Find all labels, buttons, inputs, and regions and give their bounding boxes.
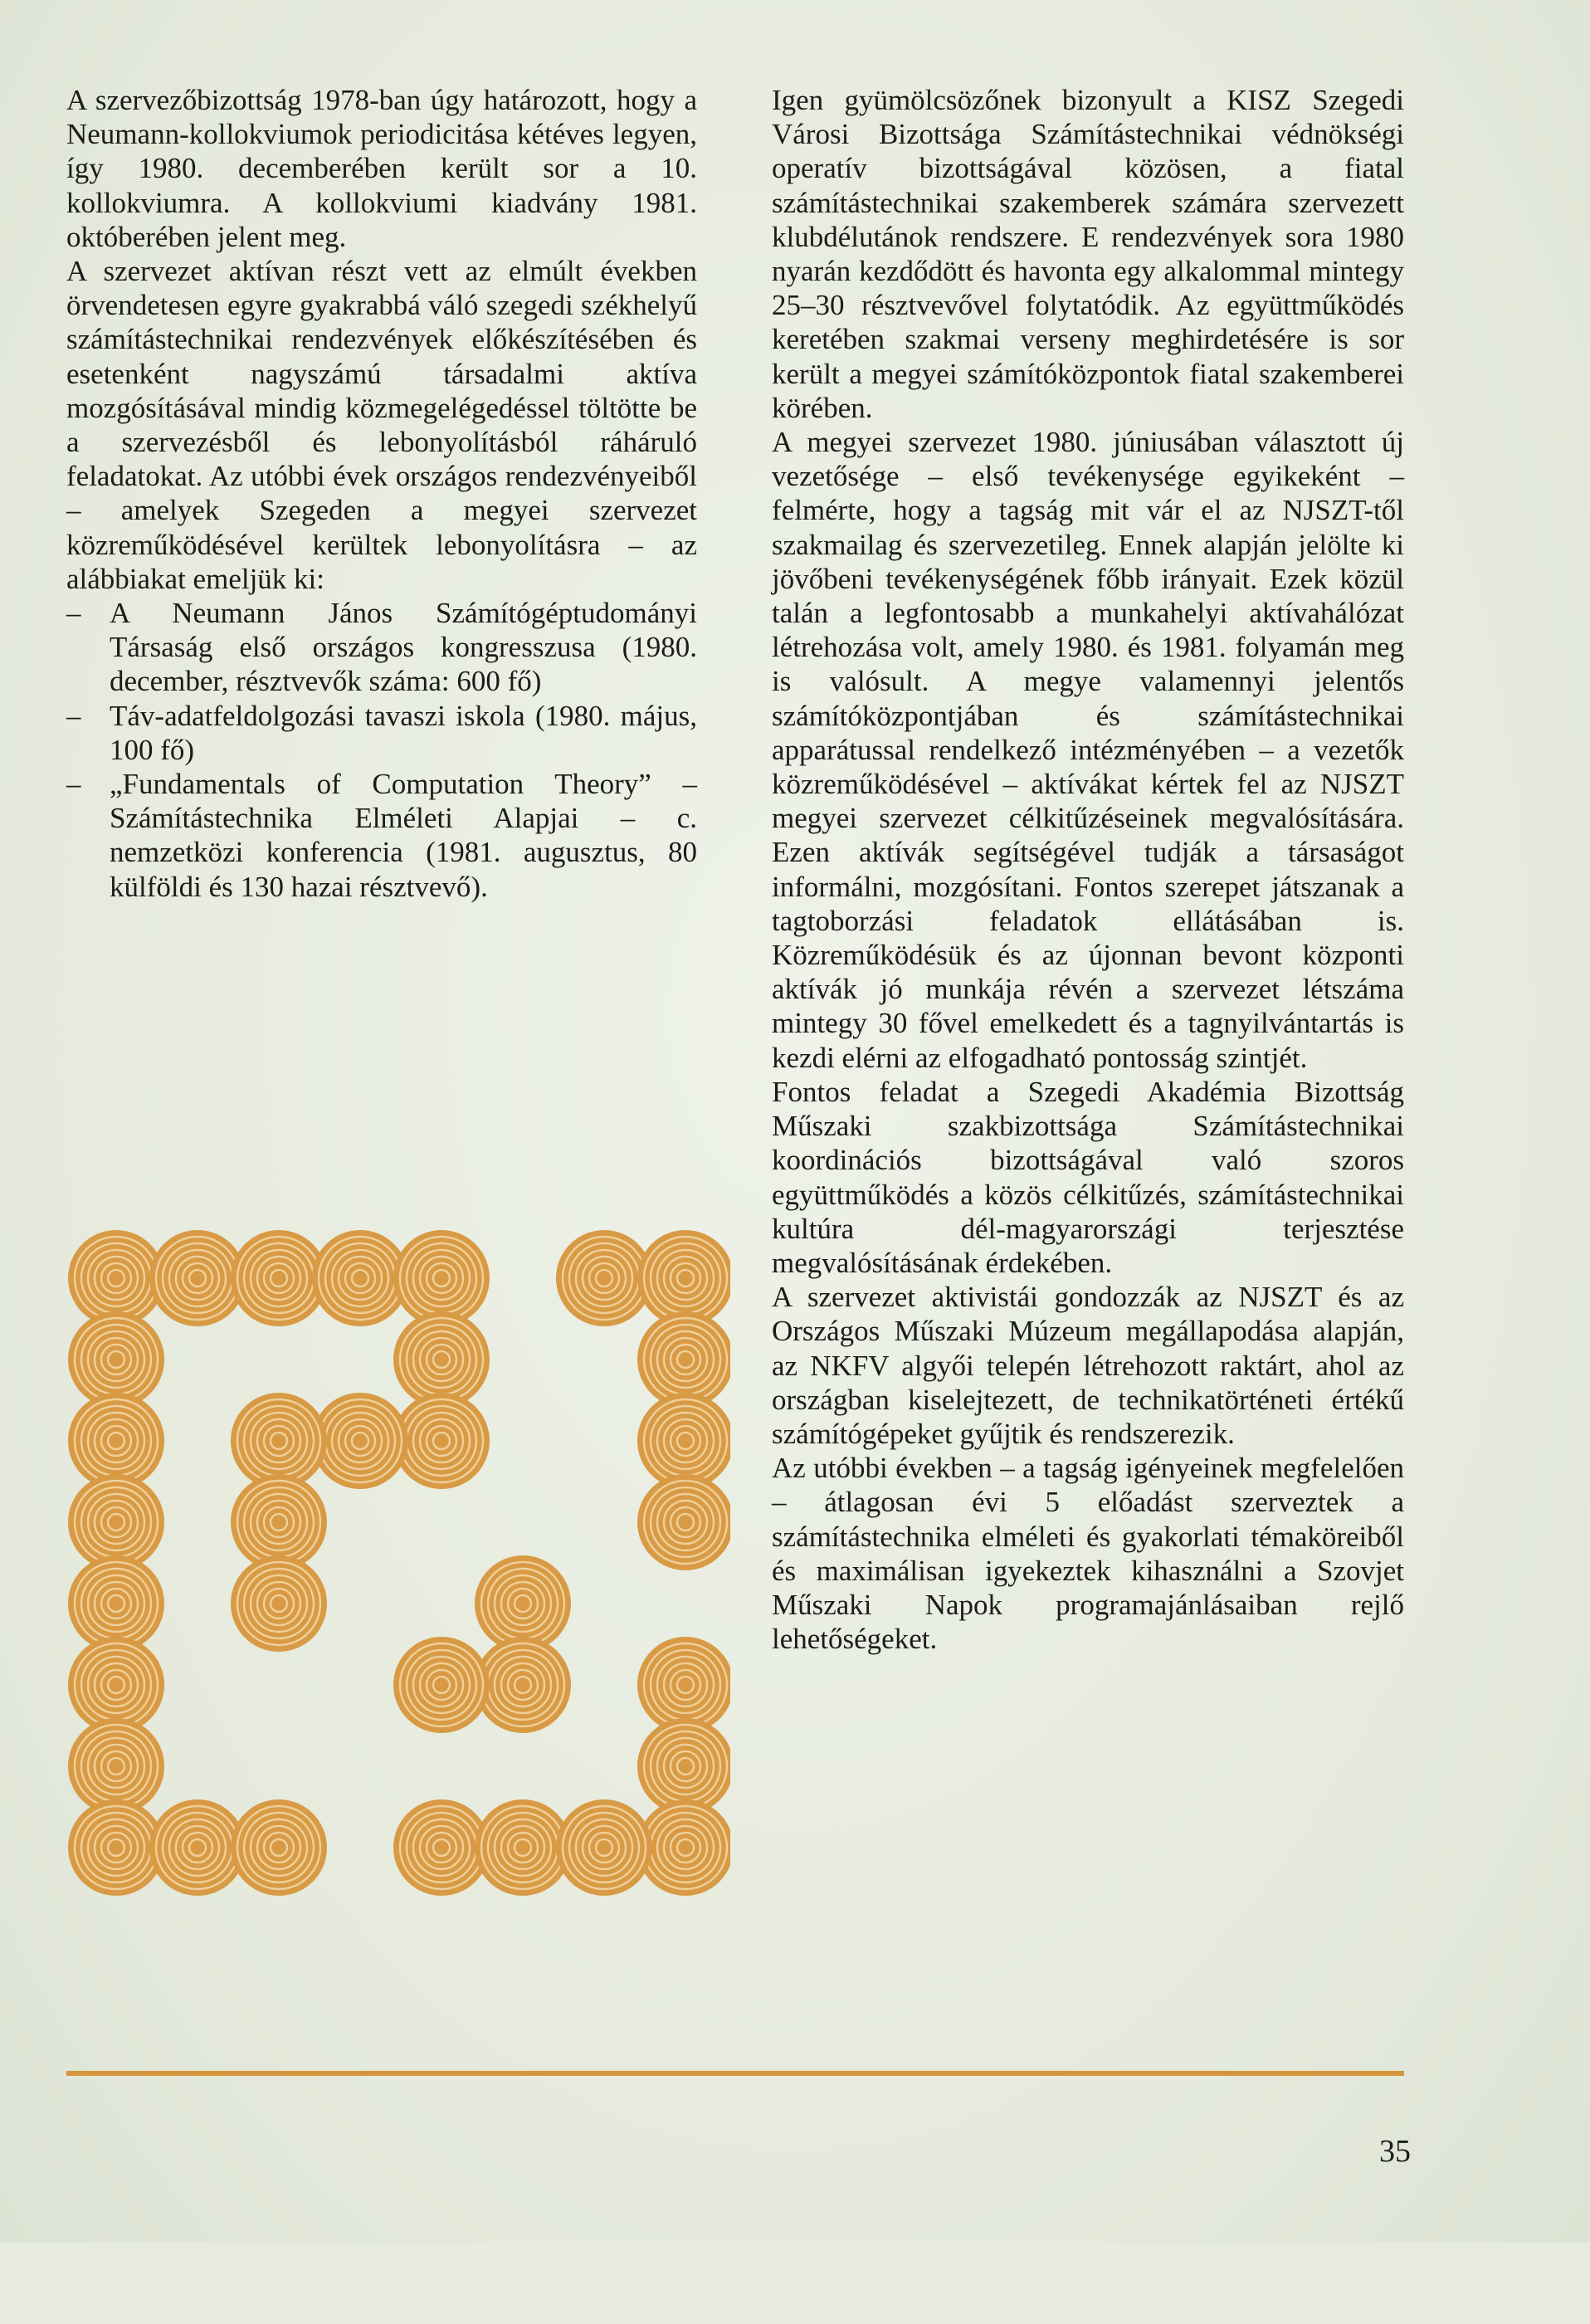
left-column (66, 83, 697, 904)
list-item: – Táv-adatfeldolgozási tavaszi iskola (1980. május, 100 fő) (66, 699, 697, 767)
right-column (772, 83, 1404, 1656)
right-paragraph-4: A szervezet aktivistái gondozzák az NJSZT és az Országos Műszaki Múzeum megállapodása alapján, az NKFV algyői telepén létrehozott raktárt, ahol az országban kiselejtezett, de technikatörténeti értékű számítógépeket gyűjtik és rendszerezik. (772, 1281, 1404, 1450)
left-paragraph-2: A szervezet aktívan részt vett az elmúlt években örvendetesen egyre gyakrabbá váló szegedi székhelyű számítástechnikai rendezvények előkészítésében és esetenként nagyszámú társadalmi aktíva mozgósításával mindig közmegelégedéssel töltötte be a szervezésből és lebonyolításból ráháruló feladatokat. Az utóbbi évek országos rendezvényeiből – amelyek Szegeden a megyei szervezet közreműködésével kerültek lebonyolításra – az alábbiakat emeljük ki: (66, 255, 697, 595)
ornament-graphic (58, 1228, 730, 2324)
right-paragraph-1: Igen gyümölcsözőnek bizonyult a KISZ Szegedi Városi Bizottsága Számítástechnikai védnökségi operatív bizottságával közösen, a fiatal számítástechnikai szakemberek számára szervezett klubdélutánok rendszere. E rendezvények sora 1980 nyarán kezdődött és havonta egy alkalommal mintegy 25–30 résztvevővel folytatódik. Az együttműködés keretében szakmai verseny meghirdetésére is sor került a megyei számítóközpontok fiatal szakemberei körében. (772, 84, 1404, 424)
footer-rule (66, 2071, 1404, 2076)
ornament-disc (637, 1474, 730, 1570)
left-paragraph-1: A szervezőbizottság 1978-ban úgy határozott, hogy a Neumann-kollokviumok periodicitása kétéves legyen, így 1980. decemberében került sor a 10. kollokviumra. A kollokviumi kiadvány 1981. októberében jelent meg. (66, 84, 697, 253)
right-paragraph-2: A megyei szervezet 1980. júniusában választott új vezetősége – első tevékenysége egyikeként – felmérte, hogy a tagság mit vár el az NJSZT-től szakmailag és szervezetileg. Ennek alapján jelölte ki jövőbeni tevékenységének főbb irányait. Ezek közül talán a legfontosabb a munkahelyi aktívahálózat létrehozása volt, amely 1980. és 1981. folyamán meg is valósult. A megye valamennyi jelentős számítóközpontjában és számítástechnikai apparátussal rendelkező intézményében – a vezetők közreműködésével – aktívákat kértek fel az NJSZT megyei szervezet célkitűzéseinek megvalósítására. Ezen aktívák segítségével tudják a társaságot informálni, mozgósítani. Fontos szerepet játszanak a tagtoborzási feladatok ellátásában is. Közreműködésük és az újonnan bevont központi aktívák jó munkája révén a szervezet létszáma mintegy 30 fővel emelkedett és a tagnyilvántartás is kezdi elérni az elfogadható pontosság szintjét. (772, 426, 1404, 1074)
ornament-disc (393, 1637, 490, 1733)
list-item: – A Neumann János Számítógéptudományi Társaság első országos kongresszusa (1980. december, résztvevők száma: 600 fő) (66, 596, 697, 699)
events-list (66, 596, 697, 904)
ornament-disc (231, 1799, 327, 1896)
ornament-discs (68, 1230, 730, 1896)
right-paragraph-3: Fontos feladat a Szegedi Akadémia Bizottság Műszaki szakbizottsága Számítástechnikai koordinációs bizottságával való szoros együttműködés a közös célkitűzés, számítástechnikai kultúra dél-magyarországi terjesztése megvalósításának érdekében. (772, 1075, 1404, 1279)
ornament-disc (231, 1555, 327, 1652)
right-paragraph-5: Az utóbbi években – a tagság igényeinek megfelelően – átlagosan évi 5 előadást szerveztek a számítástechnika elméleti és gyakorlati témaköreiből és maximálisan igyekeztek kihasználni a Szovjet Műszaki Napok programajánlásaiban rejlő lehetőségeket. (772, 1452, 1404, 1656)
page-number: 35 (1379, 2134, 1411, 2169)
ornament-disc (556, 1799, 652, 1896)
list-item: – „Fundamentals of Computation Theory” – Számítástechnika Elméleti Alapjai – c. nemzetközi konferencia (1981. augusztus, 80 külföldi és 130 hazai résztvevő). (66, 767, 697, 904)
